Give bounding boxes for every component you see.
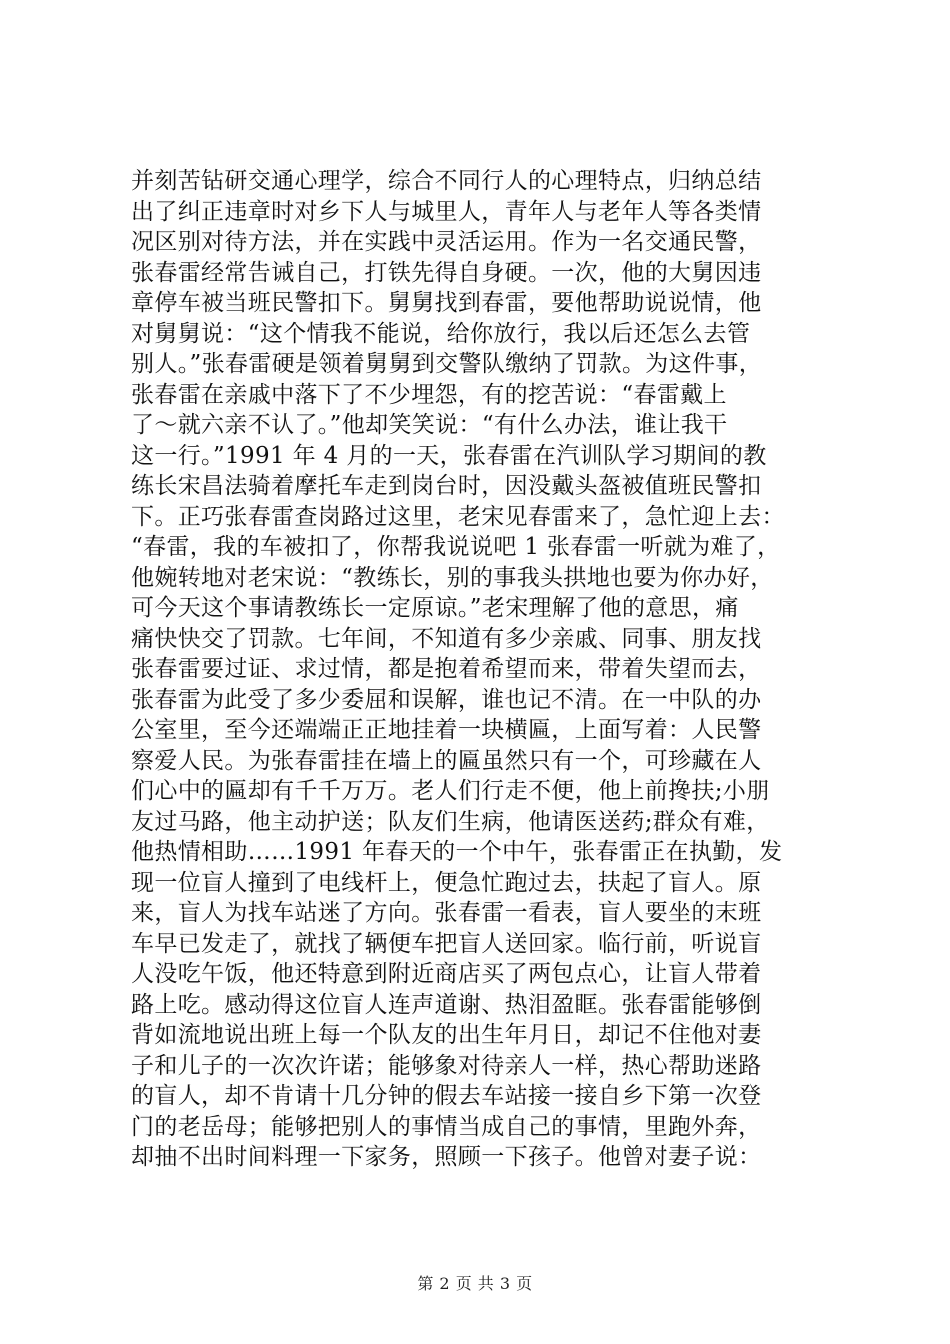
- page-footer: 第 2 页 共 3 页: [417, 1274, 533, 1293]
- text-line: 现一位盲人撞到了电线杆上，便急忙跑过去，扶起了盲人。原: [131, 869, 762, 896]
- text-line: 张春雷在亲戚中落下了不少埋怨，有的挖苦说：“春雷戴上: [131, 381, 727, 408]
- text-line: 练长宋昌法骑着摩托车走到岗台时，因没戴头盔被值班民警扣: [131, 473, 762, 499]
- text-line: 出了纠正违章时对乡下人与城里人，青年人与老年人等各类情: [131, 198, 762, 225]
- text-line: 公室里，至今还端端正正地挂着一块横匾，上面写着：人民警: [131, 717, 762, 743]
- text-line: “春雷，我的车被扣了，你帮我说说吧 1 张春雷一听就为难了，: [131, 534, 781, 560]
- text-line: 并刻苦钻研交通心理学，综合不同行人的心理特点，归纳总结: [131, 168, 762, 194]
- text-line: 子和儿子的一次次许诺；能够象对待亲人一样，热心帮助迷路: [131, 1052, 762, 1079]
- text-line: 别人。”张春雷硬是领着舅舅到交警队缴纳了罚款。为这件事，: [131, 351, 763, 377]
- text-line: 这一行。”1991 年 4 月的一天，张春雷在汽训队学习期间的教: [131, 442, 767, 469]
- text-line: 路上吃。感动得这位盲人连声道谢、热泪盈眶。张春雷能够倒: [131, 991, 762, 1018]
- text-line: 张春雷要过证、求过情，都是抱着希望而来，带着失望而去，: [131, 656, 762, 682]
- text-line: 却抽不出时间料理一下家务，照顾一下孩子。他曾对妻子说：: [131, 1144, 762, 1170]
- text-line: 了～就六亲不认了。”他却笑笑说：“有什么办法，谁让我干: [131, 412, 728, 438]
- text-line: 的盲人，却不肯请十几分钟的假去车站接一接自乡下第一次登: [131, 1083, 762, 1109]
- text-line: 张春雷为此受了多少委屈和误解，谁也记不清。在一中队的办: [131, 686, 762, 713]
- text-line: 下。正巧张春雷查岗路过这里，老宋见春雷来了，急忙迎上去：: [131, 503, 785, 530]
- text-line: 张春雷经常告诫自己，打铁先得自身硬。一次，他的大舅因违: [131, 259, 762, 286]
- body-text: [131, 166, 827, 1173]
- text-line: 们心中的匾却有千千万万。老人们行走不便，他上前搀扶;小朋: [131, 778, 770, 804]
- text-line: 对舅舅说：“这个情我不能说，给你放行，我以后还怎么去管: [131, 320, 751, 347]
- text-line: 可今天这个事请教练长一定原谅。”老宋理解了他的意思，痛: [131, 595, 739, 621]
- text-line: 来，盲人为找车站迷了方向。张春雷一看表，盲人要坐的末班: [131, 900, 762, 926]
- text-line: 背如流地说出班上每一个队友的出生年月日，却记不住他对妻: [131, 1022, 762, 1048]
- text-line: 门的老岳母；能够把别人的事情当成自己的事情，里跑外奔，: [131, 1113, 762, 1140]
- text-line: 友过马路，他主动护送；队友们生病，他请医送药;群众有难，: [131, 808, 770, 835]
- text-line: 痛快快交了罚款。七年间，不知道有多少亲戚、同事、朋友找: [131, 625, 762, 652]
- text-line: 人没吃午饭，他还特意到附近商店买了两包点心，让盲人带着: [131, 961, 762, 987]
- text-line: 他热情相助……1991 年春天的一个中午，张春雷正在执勤，发: [131, 839, 783, 865]
- text-line: 况区别对待方法，并在实践中灵活运用。作为一名交通民警，: [131, 229, 762, 255]
- text-line: 车早已发走了，就找了辆便车把盲人送回家。临行前，听说盲: [131, 930, 762, 957]
- text-line: 察爱人民。为张春雷挂在墙上的匾虽然只有一个，可珍藏在人: [131, 747, 762, 774]
- text-line: 章停车被当班民警扣下。舅舅找到春雷，要他帮助说说情，他: [131, 290, 762, 316]
- text-line: 他婉转地对老宋说：“教练长，别的事我头拱地也要为你办好，: [131, 564, 774, 591]
